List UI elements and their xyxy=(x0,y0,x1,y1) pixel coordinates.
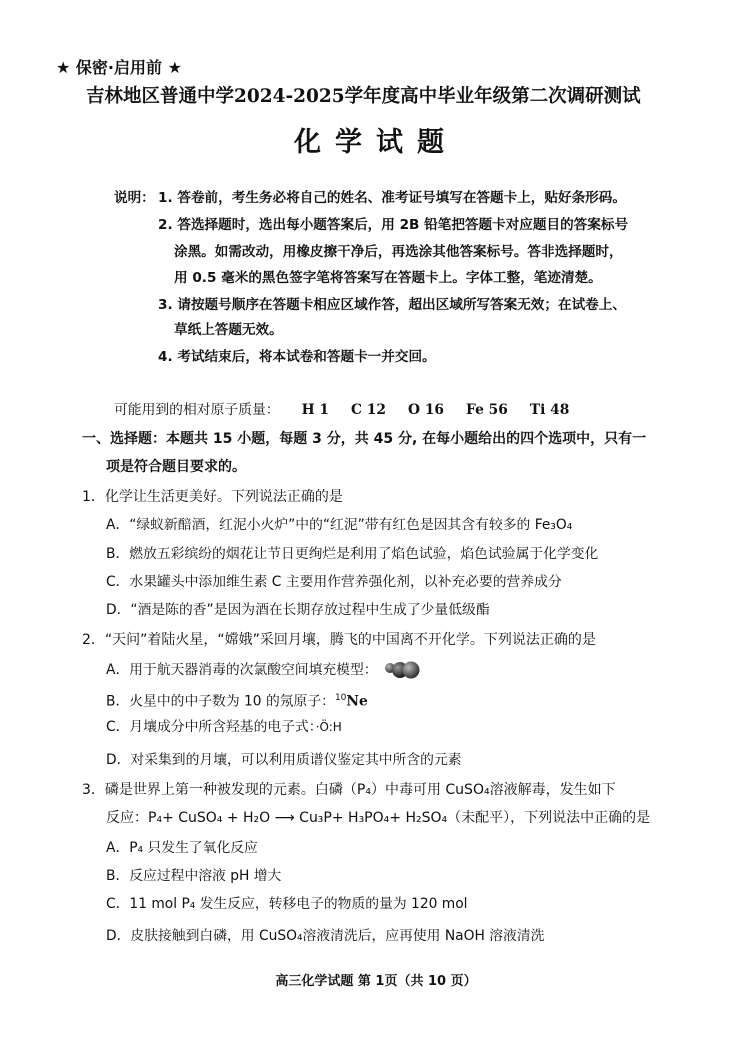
option-c: C．11 mol P₄ 发生反应，转移电子的物质的量为 120 mol xyxy=(106,896,468,912)
option-b: B．反应过程中溶液 pH 增大 xyxy=(106,868,282,884)
question-stem: 2．“天问”着陆火星，“嫦娥”采回月壤，腾飞的中国离不开化学。下列说法正确的是 xyxy=(82,632,596,648)
instructions-prefix: 说明： xyxy=(114,190,155,206)
instruction-line: 涂黑。如需改动，用橡皮擦干净后，再选涂其他答案标号。答非选择题时， xyxy=(174,244,623,260)
instruction-line: 草纸上答题无效。 xyxy=(174,322,283,338)
section-heading: 一、选择题：本题共 15 小题，每题 3 分，共 45 分, 在每小题给出的四个选项中，只有一 xyxy=(82,431,647,447)
option-a: A．P₄ 只发生了氧化反应 xyxy=(106,840,258,856)
atomic-masses xyxy=(114,400,569,420)
element-mass: C 12 xyxy=(351,402,386,418)
option-a: A．“绿蚁新醅酒，红泥小火炉”中的“红泥”带有红色是因其含有较多的 Fe₃O₄ xyxy=(106,517,573,533)
instruction-line: 4. 考试结束后，将本试卷和答题卡一并交回。 xyxy=(158,349,436,365)
option-d: D．“酒是陈的香”是因为酒在长期存放过程中生成了少量低级酯 xyxy=(106,602,490,618)
option-c xyxy=(106,717,342,737)
option-c: C．水果罐头中添加维生素 C 主要用作营养强化剂，以补充必要的营养成分 xyxy=(106,574,562,590)
exam-title: 吉林地区普通中学2024-2025学年度高中毕业年级第二次调研测试 xyxy=(86,86,641,107)
instruction-line: 用 0.5 毫米的黑色签字笔将答案写在答题卡上。字体工整，笔迹清楚。 xyxy=(174,270,602,286)
element-mass: Fe 56 xyxy=(466,402,508,418)
mass-number: 10 xyxy=(334,693,347,703)
instruction-line: 3. 请按题号顺序在答题卡相应区域作答，超出区域所写答案无效；在试卷上、 xyxy=(158,297,626,313)
element-mass: O 16 xyxy=(408,402,445,418)
element-mass: H 1 xyxy=(301,402,330,418)
question-stem-cont: 反应：P₄+ CuSO₄ + H₂O ⟶ Cu₃P+ H₃PO₄+ H₂SO₄（未配平），下列说法中正确的是 xyxy=(106,810,651,826)
subject-title: 化学试题 xyxy=(294,127,458,158)
section-heading-cont: 项是符合题目要求的。 xyxy=(106,459,246,475)
question-stem: 1．化学让生活更美好。下列说法正确的是 xyxy=(82,489,343,505)
option-a xyxy=(106,659,422,681)
option-b: B．燃放五彩缤纷的烟花让节日更绚烂是利用了焰色试验，焰色试验属于化学变化 xyxy=(106,546,599,562)
element-mass: Ti 48 xyxy=(529,402,570,418)
option-d: D．对采集到的月壤，可以利用质谱仪鉴定其中所含的元素 xyxy=(106,752,462,768)
confidential-mark: ★ 保密·启用前 ★ xyxy=(56,58,182,77)
instruction-line: 2. 答选择题时，选出每小题答案后，用 2B 铅笔把答题卡对应题目的答案标号 xyxy=(158,217,629,233)
atomic-masses-label: 可能用到的相对原子质量： xyxy=(114,402,280,418)
instruction-line: 1. 答卷前，考生务必将自己的姓名、准考证号填写在答题卡上，贴好条形码。 xyxy=(158,190,626,206)
option-b xyxy=(106,688,368,712)
option-c-text: C．月壤成分中所含羟基的电子式： xyxy=(106,719,316,735)
electron-formula: ·Ö:H xyxy=(315,720,342,734)
option-d: D．皮肤接触到白磷，用 CuSO₄溶液清洗后，应再使用 NaOH 溶液清洗 xyxy=(106,928,545,944)
element-symbol: Ne xyxy=(346,693,368,710)
option-b-text: B．火星中的中子数为 10 的氖原子： xyxy=(106,693,335,710)
option-a-text: A．用于航天器消毒的次氯酸空间填充模型： xyxy=(106,662,378,678)
hclo-space-filling-model-icon xyxy=(382,659,422,681)
question-stem: 3．磷是世界上第一种被发现的元素。白磷（P₄）中毒可用 CuSO₄溶液解毒，发生如下 xyxy=(82,782,616,798)
page-footer: 高三化学试题 第 1页（共 10 页） xyxy=(275,974,477,989)
